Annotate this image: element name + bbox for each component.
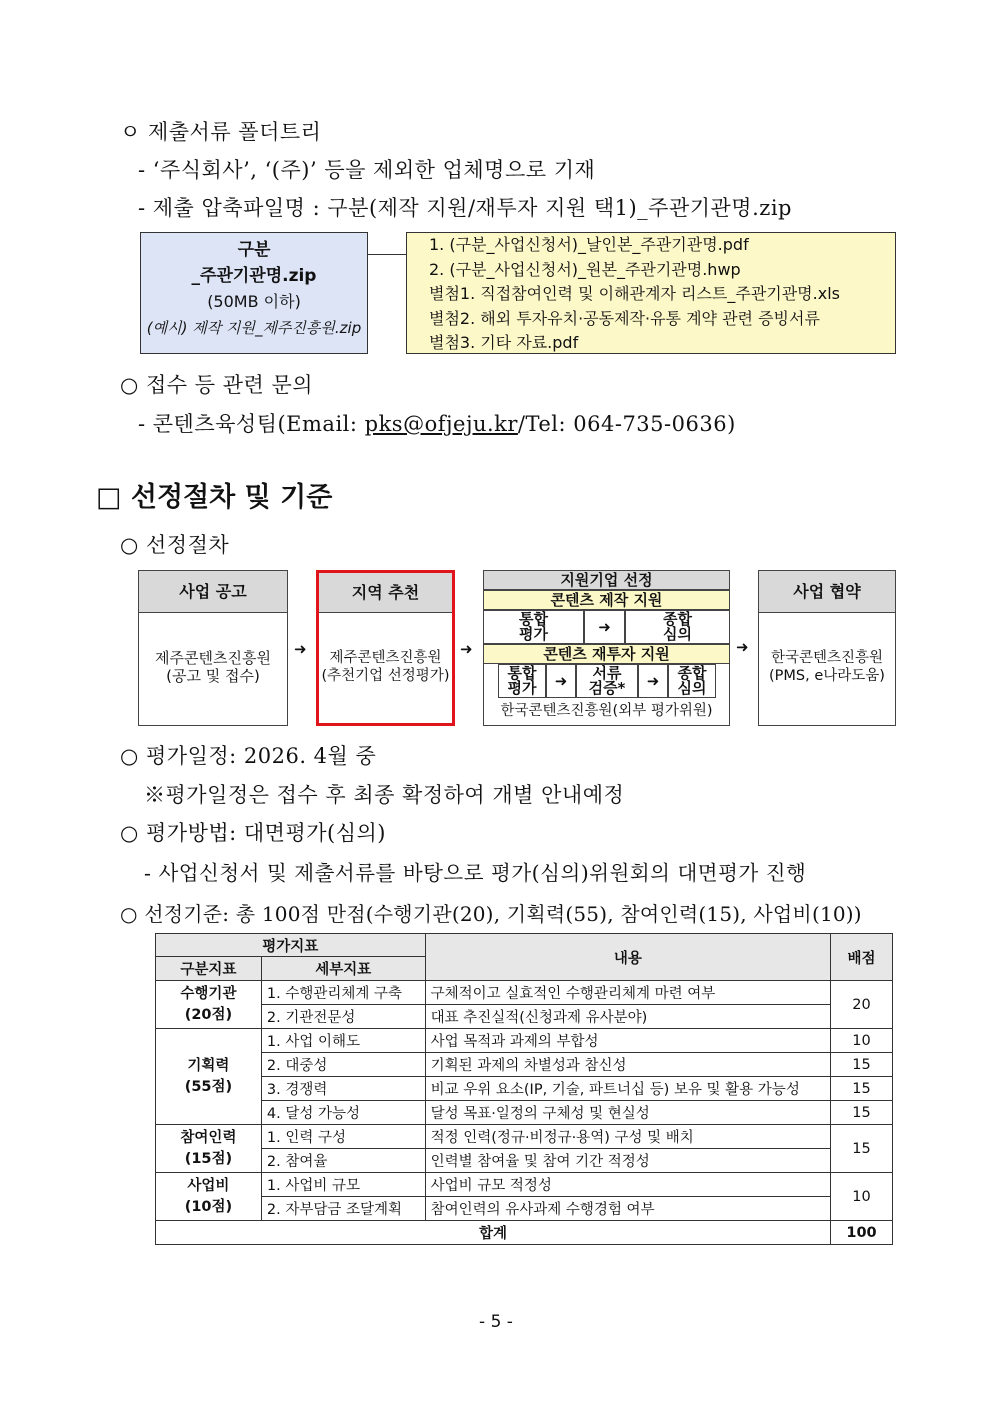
content-cell: 기획된 과제의 차별성과 참신성 bbox=[425, 1053, 830, 1077]
flow-step-recommend bbox=[316, 570, 455, 726]
content-cell: 구체적이고 실효적인 수행관리체계 마련 여부 bbox=[425, 981, 830, 1005]
sub-cell: 2. 자부담금 조달계획 bbox=[261, 1197, 425, 1221]
table-row bbox=[156, 1005, 893, 1029]
content-cell: 사업 목적과 과제의 부합성 bbox=[425, 1029, 830, 1053]
step3-sub-production: 콘텐츠 제작 지원 bbox=[484, 590, 729, 610]
inquiry-heading: ○ 접수 등 관련 문의 bbox=[120, 373, 314, 397]
step2-body-2: (추천기업 선정평가) bbox=[321, 668, 450, 684]
sub-cell: 1. 사업 이해도 bbox=[261, 1029, 425, 1053]
category-cell bbox=[156, 1125, 262, 1173]
step1-body-1: 제주콘텐츠진흥원 bbox=[155, 649, 271, 667]
step3-sub-reinvest: 콘텐츠 재투자 지원 bbox=[484, 644, 729, 664]
sub-cell: 1. 인력 구성 bbox=[261, 1125, 425, 1149]
step4-title: 사업 협약 bbox=[759, 571, 895, 613]
file-item: 별첨3. 기타 자료.pdf bbox=[429, 333, 579, 352]
score-cell: 10 bbox=[831, 1029, 893, 1053]
flow-step-agreement bbox=[758, 570, 896, 726]
zip-box bbox=[140, 232, 368, 354]
table-row bbox=[156, 1101, 893, 1125]
table-row bbox=[156, 1029, 893, 1053]
step1-title: 사업 공고 bbox=[139, 571, 287, 613]
sub-cell: 3. 경쟁력 bbox=[261, 1077, 425, 1101]
category-name: 기획력 bbox=[187, 1057, 230, 1074]
score-cell: 15 bbox=[831, 1125, 893, 1173]
step3-b-integrated: 통합 평가 bbox=[498, 664, 546, 698]
step2-body-1: 제주콘텐츠진흥원 bbox=[329, 650, 442, 666]
header-category: 구분지표 bbox=[156, 957, 262, 981]
score-cell: 15 bbox=[831, 1053, 893, 1077]
step4-body-1: 한국콘텐츠진흥원 bbox=[770, 650, 884, 666]
score-cell: 20 bbox=[831, 981, 893, 1029]
category-points: (20점) bbox=[184, 1006, 233, 1023]
category-points: (55점) bbox=[184, 1078, 233, 1095]
flow-arrow: ➜ bbox=[736, 638, 749, 656]
email-link[interactable]: pks@ofjeju.kr bbox=[364, 412, 518, 436]
inquiry-contact bbox=[138, 408, 736, 438]
total-label: 합계 bbox=[156, 1221, 831, 1245]
content-cell: 인력별 참여율 및 참여 기간 적정성 bbox=[425, 1149, 830, 1173]
evaluation-table bbox=[155, 933, 893, 1245]
folder-bullet-1: - ‘주식회사’, ‘(주)’ 등을 제외한 업체명으로 기재 bbox=[138, 158, 596, 182]
header-content: 내용 bbox=[425, 934, 830, 981]
file-list-box bbox=[406, 232, 896, 354]
score-cell: 15 bbox=[831, 1077, 893, 1101]
criteria: ○ 선정기준: 총 100점 만점(수행기관(20), 기획력(55), 참여인력(15), 사업비(10)) bbox=[120, 902, 862, 926]
file-item: 2. (구분_사업신청서)_원본_주관기관명.hwp bbox=[429, 259, 741, 279]
page-number: - 5 - bbox=[479, 1312, 513, 1332]
sub-cell: 2. 기관전문성 bbox=[261, 1005, 425, 1029]
table-row bbox=[156, 981, 893, 1005]
category-name: 수행기관 bbox=[180, 985, 237, 1002]
step3-b-final: 종합 심의 bbox=[668, 664, 716, 698]
flow-step-selection bbox=[483, 570, 730, 726]
content-cell: 참여인력의 유사과제 수행경험 여부 bbox=[425, 1197, 830, 1221]
method: ○ 평가방법: 대면평가(심의) bbox=[120, 821, 386, 845]
zip-line-4: (예시) 제작 지원_제주진흥원.zip bbox=[146, 319, 362, 337]
sub-cell: 2. 대중성 bbox=[261, 1053, 425, 1077]
step3-b-arrow-2: ➜ bbox=[638, 664, 668, 698]
procedure-heading: ○ 선정절차 bbox=[120, 533, 230, 557]
category-cell bbox=[156, 981, 262, 1029]
content-cell: 비교 우위 요소(IP, 기술, 파트너십 등) 보유 및 활용 가능성 bbox=[425, 1077, 830, 1101]
step3-a-integrated: 통합 평가 bbox=[484, 610, 584, 644]
category-name: 사업비 bbox=[187, 1177, 230, 1194]
score-cell: 15 bbox=[831, 1101, 893, 1125]
total-score: 100 bbox=[831, 1221, 893, 1245]
step2-title: 지역 추천 bbox=[319, 573, 452, 613]
category-points: (15점) bbox=[184, 1150, 233, 1167]
content-cell: 적정 인력(정규·비정규·용역) 구성 및 배치 bbox=[425, 1125, 830, 1149]
content-cell: 달성 목표·일정의 구체성 및 현실성 bbox=[425, 1101, 830, 1125]
inquiry-prefix: - 콘텐츠육성팀(Email: bbox=[138, 412, 365, 436]
table-row bbox=[156, 1077, 893, 1101]
file-item: 별첨1. 직접참여인력 및 이해관계자 리스트_주관기관명.xls bbox=[429, 284, 840, 303]
content-cell: 사업비 규모 적정성 bbox=[425, 1173, 830, 1197]
step1-body-2: (공고 및 접수) bbox=[166, 667, 260, 685]
sub-cell: 1. 사업비 규모 bbox=[261, 1173, 425, 1197]
flow-arrow: ➜ bbox=[460, 640, 473, 658]
header-score: 배점 bbox=[831, 934, 893, 981]
step3-b-docs: 서류 검증* bbox=[576, 664, 638, 698]
folder-bullet-2: - 제출 압축파일명 : 구분(제작 지원/재투자 지원 택1)_주관기관명.zip bbox=[138, 196, 792, 220]
header-group: 평가지표 bbox=[156, 934, 426, 957]
table-row bbox=[156, 1149, 893, 1173]
total-row bbox=[156, 1221, 893, 1245]
category-cell bbox=[156, 1029, 262, 1125]
category-cell bbox=[156, 1173, 262, 1221]
flow-arrow: ➜ bbox=[294, 640, 307, 658]
method-detail: - 사업신청서 및 제출서류를 바탕으로 평가(심의)위원회의 대면평가 진행 bbox=[144, 861, 807, 885]
flow-step-announce bbox=[138, 570, 288, 726]
category-points: (10점) bbox=[184, 1198, 233, 1215]
schedule-note: ※평가일정은 접수 후 최종 확정하여 개별 안내예정 bbox=[144, 783, 625, 807]
schedule: ○ 평가일정: 2026. 4월 중 bbox=[120, 744, 377, 768]
zip-line-1: 구분 bbox=[237, 240, 271, 260]
step3-title: 지원기업 선정 bbox=[484, 571, 729, 590]
file-item: 1. (구분_사업신청서)_날인본_주관기관명.pdf bbox=[429, 235, 749, 254]
tree-connector bbox=[368, 254, 406, 255]
table-row bbox=[156, 1053, 893, 1077]
zip-line-2: _주관기관명.zip bbox=[191, 266, 317, 286]
table-row bbox=[156, 1173, 893, 1197]
sub-cell: 2. 참여율 bbox=[261, 1149, 425, 1173]
folder-heading: ㅇ 제출서류 폴더트리 bbox=[120, 120, 322, 144]
table-row bbox=[156, 1125, 893, 1149]
step3-footer: 한국콘텐츠진흥원(외부 평가위원) bbox=[500, 703, 713, 719]
table-row bbox=[156, 1197, 893, 1221]
zip-line-3: (50MB 이하) bbox=[207, 292, 301, 311]
header-subindicator: 세부지표 bbox=[261, 957, 425, 981]
score-cell: 10 bbox=[831, 1173, 893, 1221]
sub-cell: 1. 수행관리체계 구축 bbox=[261, 981, 425, 1005]
step3-b-arrow: ➜ bbox=[546, 664, 576, 698]
sub-cell: 4. 달성 가능성 bbox=[261, 1101, 425, 1125]
category-name: 참여인력 bbox=[180, 1129, 237, 1146]
inquiry-suffix: /Tel: 064-735-0636) bbox=[517, 412, 736, 436]
file-item: 별첨2. 해외 투자유치·공동제작·유통 계약 관련 증빙서류 bbox=[429, 308, 820, 328]
step4-body-2: (PMS, e나라도움) bbox=[769, 668, 885, 684]
section-title: □ 선정절차 및 기준 bbox=[96, 482, 333, 513]
content-cell: 대표 추진실적(신청과제 유사분야) bbox=[425, 1005, 830, 1029]
step3-a-arrow: ➜ bbox=[584, 610, 625, 644]
step3-a-final: 종합 심의 bbox=[625, 610, 729, 644]
